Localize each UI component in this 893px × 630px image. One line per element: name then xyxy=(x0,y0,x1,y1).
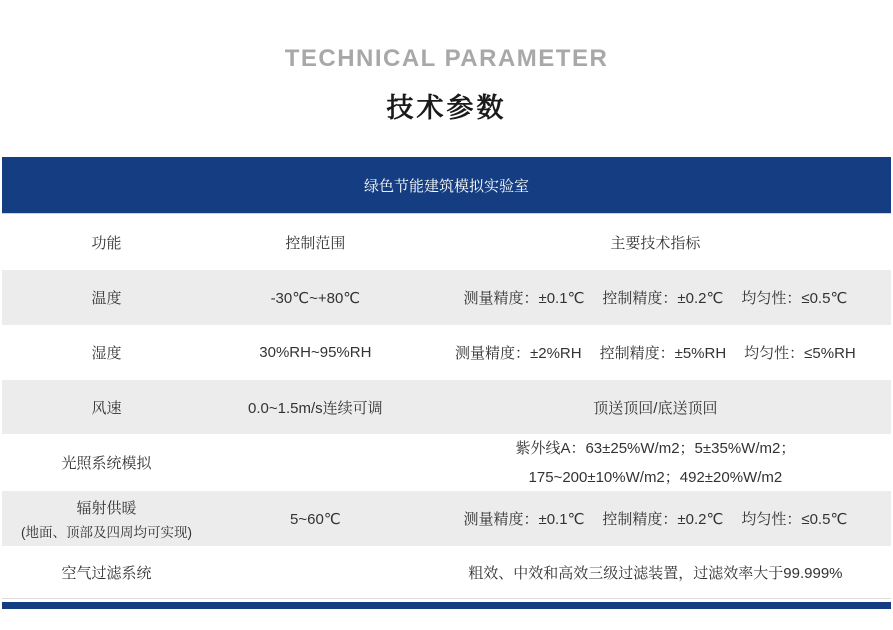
table-header-row xyxy=(2,214,891,270)
cell-range: -30℃~+80℃ xyxy=(270,289,361,307)
table-row-wind-speed xyxy=(2,380,891,434)
cell-range: 0.0~1.5m/s连续可调 xyxy=(248,399,383,417)
cell-specs xyxy=(420,434,891,492)
cell-function: 湿度 xyxy=(91,345,122,362)
banner-label: 绿色节能建筑模拟实验室 xyxy=(363,177,529,195)
cell-function: 温度 xyxy=(91,290,122,307)
function-label: 辐射供暖 xyxy=(76,499,137,517)
title-english: TECHNICAL PARAMETER xyxy=(284,45,609,72)
spec-uniformity: 均匀性：≤0.5℃ xyxy=(741,290,848,307)
cell-range: 5~60℃ xyxy=(290,510,341,528)
table-row-radiant-heating xyxy=(2,491,891,546)
cell-specs xyxy=(420,287,891,308)
table-row-lighting-simulation xyxy=(2,434,891,491)
cell-function xyxy=(2,497,211,541)
table-row-temperature xyxy=(2,270,891,325)
spec-uniformity: 均匀性：≤0.5℃ xyxy=(741,511,848,528)
cell-function: 空气过滤系统 xyxy=(61,564,152,582)
page-title: 技术参数 xyxy=(386,93,507,123)
table-end-divider xyxy=(2,598,891,599)
cell-specs xyxy=(420,508,891,529)
bottom-accent-bar xyxy=(2,602,891,609)
function-note: (地面、顶部及四周均可实现) xyxy=(20,524,192,540)
parameter-table xyxy=(2,157,891,598)
spec-uv-line-1: 紫外线A：63±25%W/m2；5±35%W/m2； xyxy=(515,439,796,457)
spec-measure-accuracy: 测量精度：±0.1℃ xyxy=(463,290,585,307)
spec-uv-line-2: 175~200±10%W/m2；492±20%W/m2 xyxy=(528,468,783,486)
spec-control-accuracy: 控制精度：±5%RH xyxy=(599,345,727,362)
spec-uniformity: 均匀性：≤5%RH xyxy=(744,345,856,362)
cell-specs: 粗效、中效和高效三级过滤装置，过滤效率大于99.999% xyxy=(468,564,843,582)
cell-range: 30%RH~95%RH xyxy=(259,344,372,361)
spec-measure-accuracy: 测量精度：±0.1℃ xyxy=(463,511,585,528)
table-row-humidity xyxy=(2,325,891,380)
column-header-function: 功能 xyxy=(91,234,122,252)
cell-specs: 顶送顶回/底送顶回 xyxy=(593,399,718,417)
table-row-air-filtration xyxy=(2,546,891,598)
page-header xyxy=(0,0,893,157)
spec-control-accuracy: 控制精度：±0.2℃ xyxy=(602,290,724,307)
cell-function: 光照系统模拟 xyxy=(61,455,152,472)
spec-control-accuracy: 控制精度：±0.2℃ xyxy=(602,511,724,528)
cell-specs xyxy=(420,342,891,363)
column-header-specs: 主要技术指标 xyxy=(610,234,701,252)
table-banner xyxy=(2,157,891,214)
column-header-range: 控制范围 xyxy=(285,234,346,252)
spec-measure-accuracy: 测量精度：±2%RH xyxy=(455,345,582,362)
cell-function: 风速 xyxy=(91,399,122,417)
